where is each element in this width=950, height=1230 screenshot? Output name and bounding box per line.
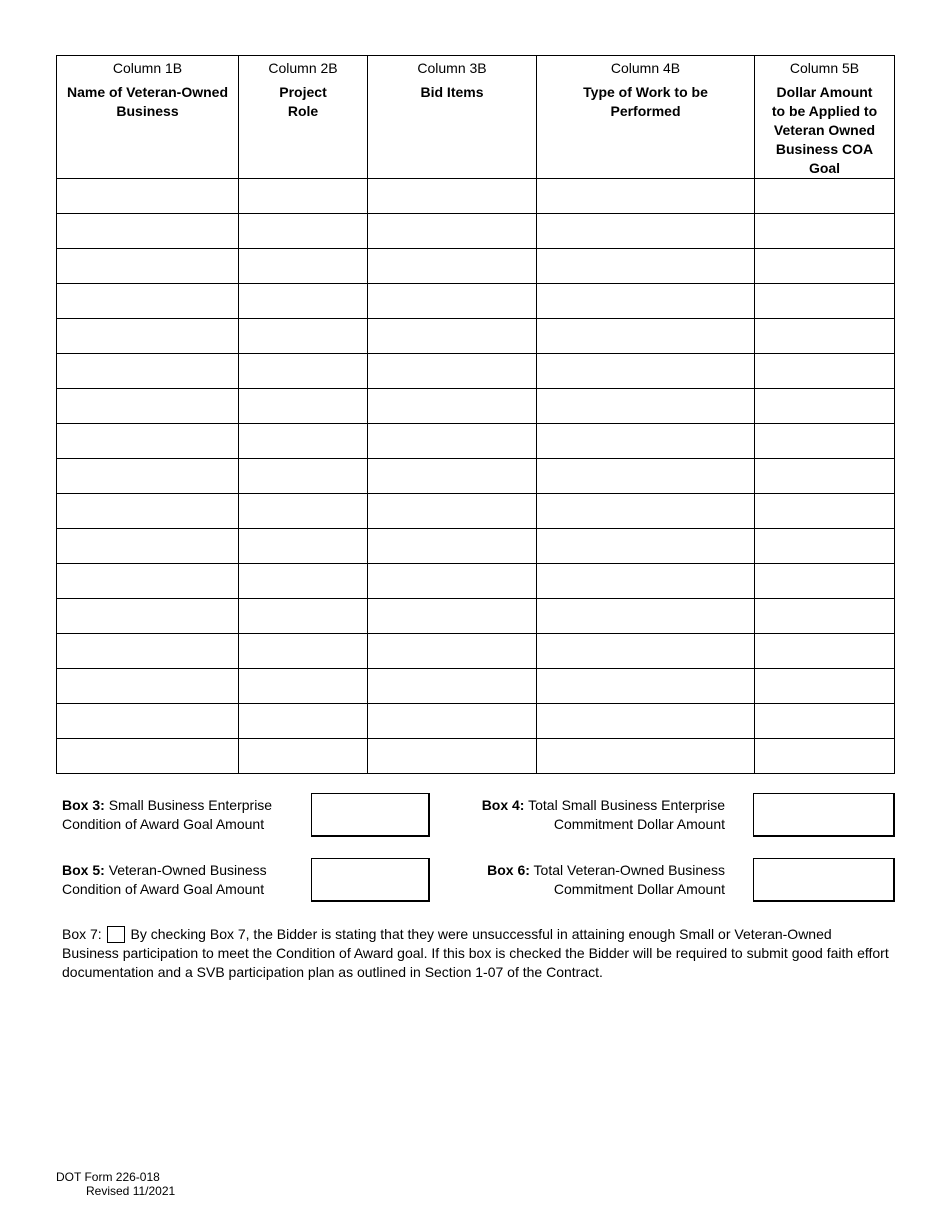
table-row	[57, 284, 895, 319]
table-row	[57, 669, 895, 704]
table-cell[interactable]	[755, 494, 895, 529]
table-cell[interactable]	[239, 494, 368, 529]
table-cell[interactable]	[368, 284, 537, 319]
table-cell[interactable]	[57, 319, 239, 354]
table-cell[interactable]	[755, 424, 895, 459]
table-cell[interactable]	[57, 249, 239, 284]
table-cell[interactable]	[368, 494, 537, 529]
table-cell[interactable]	[368, 704, 537, 739]
table-cell[interactable]	[57, 739, 239, 774]
table-cell[interactable]	[755, 564, 895, 599]
table-cell[interactable]	[368, 214, 537, 249]
box-6-text: Total Veteran-Owned Business Commitment Dollar Amount	[533, 862, 725, 897]
table-cell[interactable]	[537, 249, 755, 284]
table-row	[57, 634, 895, 669]
table-cell[interactable]	[239, 529, 368, 564]
table-cell[interactable]	[537, 284, 755, 319]
box-6-title: Box 6:	[487, 862, 530, 878]
box-5-text: Veteran-Owned Business Condition of Award Goal Amount	[62, 862, 267, 897]
table-cell[interactable]	[755, 739, 895, 774]
table-cell[interactable]	[57, 669, 239, 704]
table-cell[interactable]	[368, 249, 537, 284]
box-3-title: Box 3:	[62, 797, 105, 813]
table-cell[interactable]	[57, 179, 239, 214]
column-3b-header	[368, 56, 537, 179]
table-cell[interactable]	[239, 214, 368, 249]
table-cell[interactable]	[755, 354, 895, 389]
table-row	[57, 354, 895, 389]
table-cell[interactable]	[755, 599, 895, 634]
table-cell[interactable]	[57, 214, 239, 249]
table-cell[interactable]	[537, 179, 755, 214]
box-7-text: By checking Box 7, the Bidder is stating that they were unsuccessful in attaining enough Small or Veteran-Owned Business participation to meet the Condition of Award goal. If this box is checked the Bidder will be required to submit good faith effort documentation and a SVB participation plan as outlined in Section 1-07 of the Contract.	[62, 926, 889, 980]
table-cell[interactable]	[537, 459, 755, 494]
veteran-business-table	[56, 55, 895, 774]
table-body	[57, 179, 895, 774]
table-cell[interactable]	[57, 284, 239, 319]
box-5-title: Box 5:	[62, 862, 105, 878]
table-row	[57, 249, 895, 284]
table-cell[interactable]	[368, 739, 537, 774]
table-cell[interactable]	[368, 424, 537, 459]
column-number: Column 1B	[112, 60, 183, 76]
table-cell[interactable]	[57, 529, 239, 564]
table-cell[interactable]	[239, 739, 368, 774]
table-cell[interactable]	[537, 494, 755, 529]
column-number: Column 3B	[417, 60, 487, 76]
column-title: Name of Veteran-Owned Business	[66, 84, 229, 119]
table-cell[interactable]	[239, 459, 368, 494]
table-cell[interactable]	[57, 564, 239, 599]
table-cell[interactable]	[755, 284, 895, 319]
box-6-label	[470, 861, 725, 899]
table-cell[interactable]	[239, 704, 368, 739]
table-row	[57, 424, 895, 459]
box-4-input[interactable]	[753, 793, 895, 837]
table-cell[interactable]	[755, 319, 895, 354]
table-row	[57, 529, 895, 564]
table-cell[interactable]	[368, 669, 537, 704]
table-cell[interactable]	[239, 424, 368, 459]
table-cell[interactable]	[537, 704, 755, 739]
table-cell[interactable]	[537, 564, 755, 599]
table-row	[57, 389, 895, 424]
table-cell[interactable]	[537, 599, 755, 634]
table-cell[interactable]	[239, 389, 368, 424]
table-cell[interactable]	[755, 214, 895, 249]
table-cell[interactable]	[239, 634, 368, 669]
table-header-row	[57, 56, 895, 179]
box-4-label	[470, 796, 725, 834]
table-cell[interactable]	[57, 494, 239, 529]
table-row	[57, 179, 895, 214]
box-7-statement	[62, 925, 892, 982]
table-cell[interactable]	[755, 249, 895, 284]
box-3-input[interactable]	[311, 793, 430, 837]
table-cell[interactable]	[537, 389, 755, 424]
table-cell[interactable]	[537, 214, 755, 249]
table-cell[interactable]	[537, 529, 755, 564]
table-cell[interactable]	[537, 319, 755, 354]
column-4b-header	[537, 56, 755, 179]
table-row	[57, 564, 895, 599]
box-3-text: Small Business Enterprise Condition of Award Goal Amount	[62, 797, 273, 832]
table-cell[interactable]	[755, 669, 895, 704]
column-title: Type of Work to be Performed	[583, 84, 708, 119]
table-row	[57, 214, 895, 249]
table-cell[interactable]	[368, 599, 537, 634]
box-7-checkbox[interactable]	[107, 926, 125, 943]
table-cell[interactable]	[537, 424, 755, 459]
table-cell[interactable]	[239, 249, 368, 284]
table-row	[57, 319, 895, 354]
table-cell[interactable]	[57, 424, 239, 459]
table-cell[interactable]	[57, 634, 239, 669]
table-cell[interactable]	[755, 459, 895, 494]
table-cell[interactable]	[755, 529, 895, 564]
table-cell[interactable]	[537, 739, 755, 774]
table-cell[interactable]	[755, 179, 895, 214]
table-row	[57, 494, 895, 529]
table-row	[57, 739, 895, 774]
column-1b-header	[57, 56, 239, 179]
table-cell[interactable]	[239, 284, 368, 319]
box-4-title: Box 4:	[481, 797, 525, 813]
table-cell[interactable]	[368, 389, 537, 424]
column-5b-header	[755, 56, 895, 179]
column-number: Column 2B	[268, 60, 338, 76]
table-cell[interactable]	[57, 704, 239, 739]
table-row	[57, 599, 895, 634]
table-cell[interactable]	[368, 179, 537, 214]
column-title: Bid Items	[420, 84, 484, 100]
table-cell[interactable]	[57, 389, 239, 424]
box-5-input[interactable]	[311, 858, 430, 902]
table-cell[interactable]	[368, 459, 537, 494]
table-cell[interactable]	[239, 564, 368, 599]
table-cell[interactable]	[755, 634, 895, 669]
column-number: Column 4B	[610, 60, 681, 76]
table-row	[57, 459, 895, 494]
table-row	[57, 704, 895, 739]
table-cell[interactable]	[755, 704, 895, 739]
table-cell[interactable]	[368, 634, 537, 669]
form-footer	[56, 1170, 175, 1198]
table-cell[interactable]	[239, 319, 368, 354]
table-cell[interactable]	[239, 179, 368, 214]
table-cell[interactable]	[537, 354, 755, 389]
box-6-input[interactable]	[753, 858, 895, 902]
table-cell[interactable]	[239, 354, 368, 389]
table-cell[interactable]	[368, 354, 537, 389]
table-cell[interactable]	[368, 319, 537, 354]
column-number: Column 5B	[789, 60, 860, 76]
column-title: Project Role	[279, 84, 327, 119]
table-cell[interactable]	[537, 669, 755, 704]
table-cell[interactable]	[239, 669, 368, 704]
table-cell[interactable]	[755, 389, 895, 424]
box-7-title: Box 7:	[62, 926, 102, 942]
column-title: Dollar Amount to be Applied to Veteran Owned Business COA Goal	[771, 84, 878, 176]
table-cell[interactable]	[57, 459, 239, 494]
table-cell[interactable]	[239, 599, 368, 634]
box-5-label	[62, 861, 292, 899]
table-cell[interactable]	[368, 529, 537, 564]
table-cell[interactable]	[57, 599, 239, 634]
table-cell[interactable]	[537, 634, 755, 669]
form-number: DOT Form 226-018	[56, 1170, 160, 1184]
table-cell[interactable]	[368, 564, 537, 599]
box-3-label	[62, 796, 292, 834]
table-cell[interactable]	[57, 354, 239, 389]
form-revision: Revised 11/2021	[86, 1184, 176, 1198]
box-4-text: Total Small Business Enterprise Commitment Dollar Amount	[528, 797, 725, 832]
column-2b-header	[239, 56, 368, 179]
